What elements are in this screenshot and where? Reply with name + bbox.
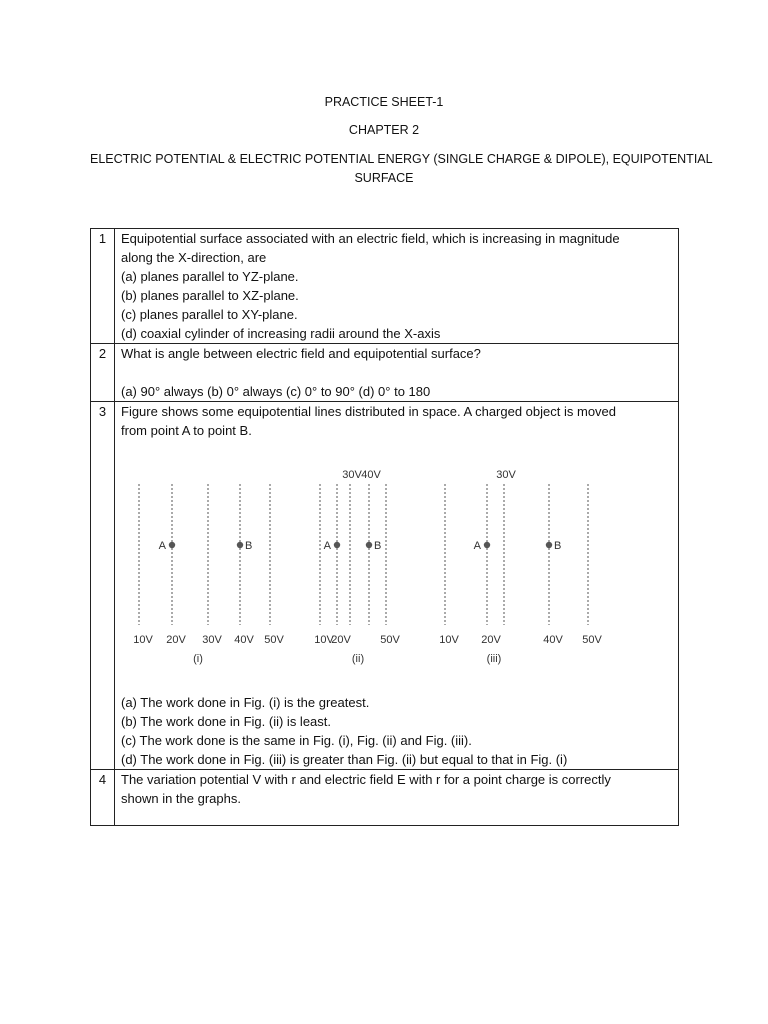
question-text: shown in the graphs. xyxy=(121,791,241,806)
question-text: The variation potential V with r and electric field E with r for a point charge is correctly xyxy=(121,772,611,787)
question-row-3 xyxy=(91,402,679,770)
question-body xyxy=(115,770,679,826)
option-a: (a) The work done in Fig. (i) is the greatest. xyxy=(121,695,370,710)
option-c: (c) The work done is the same in Fig. (i), Fig. (ii) and Fig. (iii). xyxy=(121,733,472,748)
sheet-title: PRACTICE SHEET-1 xyxy=(324,95,444,109)
potential-label: 10V xyxy=(133,634,153,646)
potential-label: 30V xyxy=(342,469,362,481)
potential-label: 50V xyxy=(380,634,400,646)
point-a-dot xyxy=(334,542,340,548)
option-b: (b) planes parallel to XZ-plane. xyxy=(121,288,299,303)
question-text: along the X-direction, are xyxy=(121,250,267,265)
topic-line-2: SURFACE xyxy=(354,171,414,185)
point-a-label: A xyxy=(158,540,166,552)
chapter-heading: CHAPTER 2 xyxy=(348,123,420,137)
question-text: from point A to point B. xyxy=(121,423,252,438)
question-text: Equipotential surface associated with an electric field, which is increasing in magnitude xyxy=(121,231,620,246)
point-a-label: A xyxy=(323,540,331,552)
option-d: (d) The work done in Fig. (iii) is greater than Fig. (ii) but equal to that in Fig. (i) xyxy=(121,752,568,767)
potential-label: 20V xyxy=(166,634,186,646)
questions-table xyxy=(90,228,679,826)
figure-caption: (i) xyxy=(193,653,203,665)
potential-label: 20V xyxy=(481,634,501,646)
question-row-4 xyxy=(91,770,679,826)
topic-heading xyxy=(90,150,713,188)
point-b-dot xyxy=(237,542,243,548)
option-c: (c) planes parallel to XY-plane. xyxy=(121,307,298,322)
equipotential-figure xyxy=(121,440,674,693)
potential-label: 40V xyxy=(234,634,254,646)
question-body xyxy=(115,402,679,770)
potential-label: 40V xyxy=(543,634,563,646)
potential-label: 10V xyxy=(314,634,334,646)
option-a: (a) planes parallel to YZ-plane. xyxy=(121,269,299,284)
option-b: (b) The work done in Fig. (ii) is least. xyxy=(121,714,331,729)
point-b-label: B xyxy=(245,540,253,552)
potential-label: 30V xyxy=(496,469,516,481)
point-b-dot xyxy=(546,542,552,548)
blank-line xyxy=(121,363,674,382)
point-b-label: B xyxy=(374,540,382,552)
point-a-label: A xyxy=(473,540,481,552)
question-number: 2 xyxy=(91,344,115,402)
question-number: 4 xyxy=(91,770,115,826)
question-number: 1 xyxy=(91,229,115,344)
question-text: What is angle between electric field and equipotential surface? xyxy=(121,346,481,361)
topic-line-1: ELECTRIC POTENTIAL & ELECTRIC POTENTIAL ENERGY (SINGLE CHARGE & DIPOLE), EQUIPOTENTIAL xyxy=(90,152,713,166)
question-number: 3 xyxy=(91,402,115,770)
potential-label: 50V xyxy=(264,634,284,646)
question-text: Figure shows some equipotential lines distributed in space. A charged object is moved xyxy=(121,404,617,419)
options-line: (a) 90° always (b) 0° always (c) 0° to 90° (d) 0° to 180 xyxy=(121,384,431,399)
question-row-1 xyxy=(91,229,679,344)
figure-caption: (iii) xyxy=(486,653,502,665)
point-a-dot xyxy=(484,542,490,548)
potential-label: 20V xyxy=(331,634,351,646)
potential-label: 10V xyxy=(439,634,459,646)
point-b-dot xyxy=(366,542,372,548)
question-row-2 xyxy=(91,344,679,402)
option-d: (d) coaxial cylinder of increasing radii around the X-axis xyxy=(121,326,441,341)
point-b-label: B xyxy=(554,540,562,552)
question-body xyxy=(115,344,679,402)
point-a-dot xyxy=(169,542,175,548)
equipotential-diagram xyxy=(121,440,671,693)
question-body xyxy=(115,229,679,344)
potential-label: 40V xyxy=(361,469,381,481)
figure-caption: (ii) xyxy=(351,653,365,665)
potential-label: 50V xyxy=(582,634,602,646)
potential-label: 30V xyxy=(202,634,222,646)
